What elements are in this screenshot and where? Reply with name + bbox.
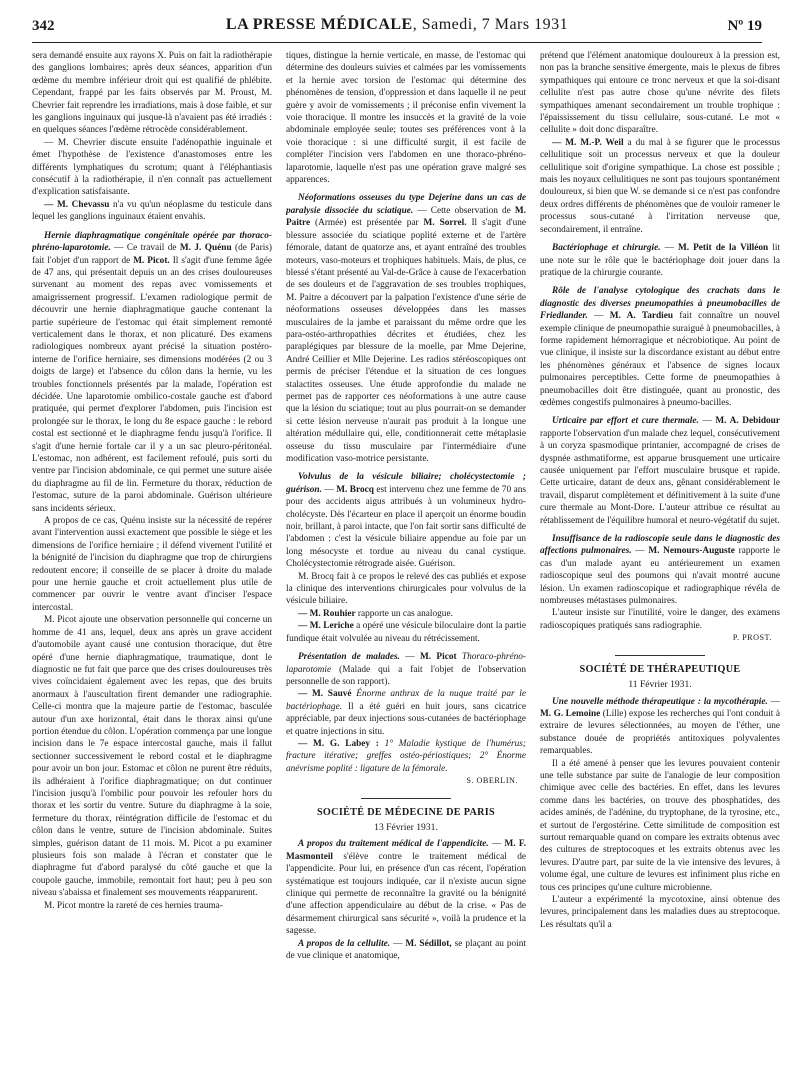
paragraph: — M. G. Labey : 1° Maladie kystique de l'humérus; fracture itérative; greffes ostéo-périostiques; 2° Énorme anévrisme poplité : ligature de la fémorale. <box>286 738 526 774</box>
signature: P. PROST. <box>732 633 772 643</box>
page-number: 342 <box>32 18 55 34</box>
journal-name: LA PRESSE MÉDICALE <box>225 16 413 33</box>
speaker-name: — M. Chevassu <box>44 199 110 210</box>
session-date: 13 Février 1931. <box>374 821 438 833</box>
issue-date: , Samedi, 7 Mars 1931 <box>412 16 569 33</box>
author-name: M. G. Lemoine <box>540 708 601 719</box>
speaker-name: — M. M.-P. Weil <box>552 137 624 148</box>
paragraph: L'auteur insiste sur l'inutilité, voire le danger, des examens radioscopiques pratiqués sans radiographie. <box>540 608 780 631</box>
header-rule <box>32 42 762 43</box>
article-urticaire: Urticaire par effort et cure thermale. — M. A. Debidour rapporte l'observation d'un malade chez lequel, consécutivement à un coryza spasmodique printanier, accompagné de crises de dyspnée asthmatiforme, est apparue brusquement une urticaire causée uniquement par l'effort musculaire brusque et rapide. Cette urticaire, datant de deux ans, gênant considérablement le travail, disparut complètement et définitivement à la suite d'une cure thermale au Mont-Dore. L'auteur attribue ce résultat au rétablissement de l'équilibre humoral et neuro-végétatif du sujet. <box>540 416 780 526</box>
author-name: M. J. Quénu <box>179 243 232 254</box>
session-date: 11 Février 1931. <box>628 679 692 691</box>
author-name: M. F. Masmonteil <box>286 839 526 862</box>
article-hernie-diaphragmatique: Hernie diaphragmatique congénitale opérée par thoraco-phréno-laparotomie. — Ce travail de M. J. Quénu (de Paris) fait l'objet d'un rapport de M. Picot. Il s'agit d'une femme âgée de 47 ans, qui présentait depuis un an des crises douloureuses survenant au moment des repas avec vomissements et amaigrissement progressif. L'examen radiologique permit de découvrir une hernie diaphragmatique gauche contenant la partie supérieure de l'estomac qui était simplement remonté verticalement dans le thorax, et non plicaturé. Des examens radiologiques nombreux ayant précisé la situation postéro-interne de l'orifice herniaire, ses dimensions modérées (2 ou 3 doigts de large) et l'absence du côlon dans la hernie, vu les troubles fonctionnels présentés par la malade, l'opération est décidée. Une laparotomie ombilico-costale gauche est d'abord pratiquée, qui permet d'explorer l'abdomen, puis l'incision est prolongée sur le thorax, le long du 8e espace gauche : le rebord costal est sectionné et le diaphragme fendu jusqu'à l'orifice. Il s'agit d'une hernie fortale car il y a un sac pleuro-péritonéal. L'estomac, non adhérent, est facilement refoulé, puis sorti du ventre par l'incision abdominale, ce qui permet une suture aisée du diaphragme au fil de lin. Fermeture du thorax, réduction de l'estomac, suture de la paroi abdominale. Guérison ultérieure sans incidents sérieux. <box>32 230 272 514</box>
paragraph: tiques, distingue la hernie verticale, en masse, de l'estomac qui détermine des douleurs suivies et calmées par les vomissements et la hernie avec torsion de l'estomac qui détermine des phénomènes de tension, d'oppression et dans laquelle il ne peut guère y avoir de vomissements ; il préconise enfin vivement la voie thoracique. Il montre les insuccès et la gravité de la voie abdominale employée seule; toutes ses préférences vont à la voie thoracique : si une difficulté surgit, il est facile de compléter l'incision vers l'abdomen en une thoraco-phréno-laparotomie, laquelle n'est pas une opération grave malgré ses apparences. <box>286 51 526 186</box>
article-title: Volvulus de la vésicule biliaire; cholécystectomie ; guérison. <box>286 472 526 495</box>
article-radioscopie: Insuffisance de la radioscopie seule dans le diagnostic des affections pulmonaires. — M. Nemours-Auguste rapporte le cas d'un malade ayant eu antérieurement un examen radioscopique seul des poumons qui n'avait montré aucune lésion. Un examen radioscopique et radiographique révéla de nombreuses métastases pulmonaires. <box>540 534 780 607</box>
article-title: Insuffisance de la radioscopie seule dans le diagnostic des affections pulmonaires. <box>540 534 780 557</box>
reporter-name: M. Sorrel. <box>423 218 467 229</box>
article-appendicite: A propos du traitement médical de l'appendicite. — M. F. Masmonteil s'élève contre le traitement médical de l'appendicite. Pour lui, en présence d'un cas récent, l'opération systématique est toujours indiquée, car il n'existe aucun signe clinique qui permette de reconnaître la gravité ou la bénignité d'une affection appendiculaire au début de la crise. « Pas de désarmement chirurgical sans sécurité », voilà la prudence et la sagesse. <box>286 839 526 937</box>
article-title: Bactériophage et chirurgie. <box>552 243 661 254</box>
article-title: Une nouvelle méthode thérapeutique : la mycothérapie. <box>552 696 768 707</box>
author-name: M. A. Debidour <box>715 416 780 427</box>
article-title: Néoformations osseuses du type Dejerine dans un cas de paralysie dissociée du sciatique. <box>286 193 526 216</box>
paragraph: — M. M.-P. Weil a du mal à se figurer que le processus cellulitique soit un processus nerveux et que la douleur cellulitique soit d'origine sympathique. La chose est possible ; mais les noyaux cellulitiques ne sont pas toujours spontanément douloureux, si bien que W. se demande si ce n'est pas confondre deux ordres différents de phénomènes que de vouloir ramener le processus sous-cutané à l'irritation nerveuse que, secondairement, il entraîne. <box>540 137 780 235</box>
speaker-name: — M. Sauvé <box>298 689 352 700</box>
article-neoformations-osseuses: Néoformations osseuses du type Dejerine dans un cas de paralysie dissociée du sciatique. — Cette observation de M. Paitre (Armée) est présentée par M. Sorrel. Il s'agit d'une blessure associée du sciatique poplité externe et de l'artère fémorale, datant de quatorze ans, et ayant entraîné des troubles moteurs, vaso-moteurs et trophiques habituels. Mais, de plus, ce blessé s'étant présenté au Val-de-Grâce à cause de l'exacerbation de ses douleurs et de l'aggravation de ses troubles trophiques, M. Paitre a découvert par la palpation l'existence d'une série de néoformations osseuses développées dans les masses musculaires de la jambe et paraissant du même ordre que les para-ostéo-arthropathies décrites et étudiées, chez les paraplégiques par blessure de la moelle, par Mme Dejerine, André Ceillier et Mlle Dejerine. Les radios stéréoscopiques ont permis de préciser l'étendue et la situation de ces longues stalactites osseuses. Une étude approfondie du malade ne permet pas de rapporter ces néoformations à une autre cause que la lésion du sciatique; tout au plus pourrait-on se demander si cette lésion nerveuse n'aurait pas produit à la longue une altération médullaire qui, elle, conditionnerait cette métaplasie osseuse du tissu musculaire par l'intermédiaire d'une modification vaso-motrice persistante. <box>286 193 526 464</box>
speaker-name: — M. Leriche <box>298 621 354 632</box>
paragraph: prétend que l'élément anatomique douloureux à la pression est, non pas la branche sensitive émergente, mais le plexus de fibres sympathiques qui entoure ce tronc nerveux et que la soi-disant cellulite n'est pas autre chose qu'une névrite des filets sympathiques amenant secondairement un trouble trophique : l'épaississement du tissu cellulaire, sous-cutané. Le mot « cellulite » doit donc disparaître. <box>540 51 780 136</box>
issue-number: Nº 19 <box>727 18 762 34</box>
article-title: Présentation de malades. <box>298 652 400 663</box>
article-title: Urticaire par effort et cure thermale. <box>552 416 699 427</box>
paragraph: — M. Chevrier discute ensuite l'adénopathie inguinale et émet l'hypothèse de l'existence d'anastomoses entre les différents lymphatiques du scrotum; quant à l'éléphantiasis consécutif à la radiothérapie, il n'en connaît pas actuellement d'explication satisfaisante. <box>32 137 272 198</box>
article-title: Hernie diaphragmatique congénitale opérée par thoraco-phréno-laparotomie. <box>32 230 272 254</box>
author-name: M. Brocq <box>336 484 374 495</box>
column-1 <box>32 50 272 912</box>
author-name: M. A. Tardieu <box>609 311 674 322</box>
section-divider <box>615 655 705 656</box>
author-name: M. Sédillot, <box>405 938 452 949</box>
page-header <box>32 14 762 38</box>
society-heading: SOCIÉTÉ DE MÉDECINE DE PARIS <box>316 806 496 818</box>
paragraph: Il a été amené à penser que les levures pouvaient contenir une telle substance par suite de l'analogie de leur composition chimique avec celle des bactéries. En effet, dans les levures comme dans les bactéries, on trouve des phosphatides, des acides aminés, de l'adénine, du tryptophane, de la tyrosine, etc., et surtout de l'ergostérine. Cette similitude de composition est surtout remarquable quand on compare les extraits obtenus avec des cultures de streptocoques et les extraits obtenus avec les levures. D'autre part, par suite de la vie intensive des levures, à volume égal, une culture de levures est infiniment plus riche en tous ces principes qu'une culture microbienne. <box>540 758 780 893</box>
paragraph: — M. Rouhier rapporte un cas analogue. <box>298 608 453 619</box>
paragraph: L'auteur a expérimenté la mycotoxine, ainsi obtenue des levures, principalement dans les maladies dues au streptocoque. Les résultats qu'il a <box>540 895 780 930</box>
paragraph: — M. Sauvé Énorme anthrax de la nuque traité par le bactériophage. Il a été guéri en huit jours, sans cicatrice appréciable, par deux injections sous-cutanées de bactériophage et quatre injections in situ. <box>286 689 526 737</box>
author-name: M. Paitre <box>286 205 526 229</box>
article-analyse-cytologique: Rôle de l'analyse cytologique des crachats dans le diagnostic des diverses pneumopathies à pneumobacilles de Friedlander. — M. A. Tardieu fait connaître un nouvel exemple clinique de pneumopathie suraiguë à pneumobacilles, à forme rapidement hémorragique et nécrobiotique. Au point de vue clinique, il insiste sur la discordance existant au début entre les phénomènes généraux et l'absence de signes locaux pulmonaires perceptibles. Cette forme de pneumopathies à pneumobacilles doit être distinguée, quant au pronostic, des œdèmes congestifs pulmonaires à pneumo-bacilles. <box>540 286 780 408</box>
article-bacteriophage: Bactériophage et chirurgie. — M. Petit de la Villéon lit une note sur le rôle que le bactériophage doit jouer dans la pratique de la chirurgie courante. <box>540 243 780 278</box>
article-title: A propos du traitement médical de l'appendicite. <box>298 839 489 850</box>
column-3 <box>540 50 780 931</box>
society-heading: SOCIÉTÉ DE THÉRAPEUTIQUE <box>579 663 741 675</box>
article-title: A propos de la cellulite. <box>298 938 391 949</box>
article-cellulite: A propos de la cellulite. — M. Sédillot, se plaçant au point de vue clinique et anatomique, <box>286 938 526 962</box>
section-divider <box>361 798 451 799</box>
article-volvulus-vesicule: Volvulus de la vésicule biliaire; cholécystectomie ; guérison. — M. Brocq est intervenu chez une femme de 70 ans pour des accidents aigus attribués à un volumineux hydro-cholécyste. Dès l'écarteur en place il aperçoit un énorme boudin noir, brillant, à paroi intacte, que l'on fait sortir sans difficulté de l'abdomen : c'est la vésicule biliaire appendue au foie par un long mésocyste et tordue au niveau du canal cystique. Cholécystectomie rétrograde aisée. Guérison. <box>286 472 526 570</box>
running-title <box>32 16 762 34</box>
author-name: M. Picot <box>419 652 457 663</box>
article-mycotherapie: Une nouvelle méthode thérapeutique : la mycothérapie. — M. G. Lemoine (Lille) expose les recherches qui l'ont conduit à extraire de levures sélectionnées, au moyen de l'éther, une substance douée de propriétés antitoxiques polyvalentes remarquables. <box>540 696 780 757</box>
column-2 <box>286 50 526 962</box>
paragraph: M. Picot montre la rareté de ces hernies trauma- <box>44 900 223 911</box>
author-name: M. Nemours-Auguste <box>648 546 735 557</box>
signature: S. OBERLIN. <box>466 776 518 786</box>
speaker-name: — M. Rouhier <box>298 608 356 619</box>
paragraph: — M. Chevassu n'a vu qu'un néoplasme du testicule dans lequel les ganglions inguinaux étaient envahis. <box>32 199 272 223</box>
article-title: Rôle de l'analyse cytologique des crachats dans le diagnostic des diverses pneumopathies à pneumobacilles de Friedlander. <box>540 286 780 322</box>
paragraph: A propos de ce cas, Quénu insiste sur la nécessité de repérer avant l'intervention aussi exactement que possible le siège et les dimensions de l'orifice herniaire ; il défend vivement l'utilité et la bénignité de l'incision du diaphragme que trop de chirurgiens redoutent encore; il conseille de se placer à droite du malade pour une hernie gauche et croit actuellement plus utile de commencer par ouvrir le ventre avant d'inciser l'espace intercostal. <box>32 516 272 613</box>
paragraph: M. Brocq fait à ce propos le relevé des cas publiés et expose la clinique des interventions chirurgicales pour volvulus de la vésicule biliaire. <box>286 571 526 607</box>
paragraph: sera demandé ensuite aux rayons X. Puis on fait la radiothérapie des ganglions lombaires; après deux séances, apparition d'un œdème du membre inférieur droit qui est qualifié de phlébite. Cependant, frappé par les faits observés par M. Proust, M. Chevrier fait reprendre les irradiations, mais à dose faible, et sur les ganglions inguinaux qui jusque-là n'avaient pas été irradiés : en quelques séances l'œdème rétrocède considérablement. <box>32 51 272 136</box>
reporter-name: M. Picot. <box>133 255 170 266</box>
article-presentation-malades: Présentation de malades. — M. Picot Thoraco-phréno-laparotomie (Malade qui a fait l'objet de l'observation personnelle de son rapport). <box>286 652 526 687</box>
speaker-name: — M. G. Labey : <box>298 738 379 749</box>
author-name: M. Petit de la Villéon <box>677 243 769 254</box>
paragraph: M. Picot ajoute une observation personnelle qui concerne un homme de 41 ans, lequel, deux ans après un grave accident d'automobile ayant causé une contusion thoracique, dut être opéré d'une hernie diaphragmatique, traumatique, dont le diagnostic ne fut fait que parce que des crises douloureuses très vives coïncidaient également avec les repas, que des bruits anormaux à l'auscultation firent demander une radiographie. Celle-ci montra que la majeure partie de l'estomac, basculée autour d'un axe horizontal, était dans le thorax ainsi qu'une portion étendue du côlon. L'opération commença par une longue incision dans le 7e espace intercostal gauche, mais il fallut sectionner successivement le rebord costal et le diaphragme pour avoir un bon jour. Estomac et côlon ne purent être réduits, ils adhéraient à l'orifice diaphragmatique; on dut continuer l'incision jusqu'à l'ombilic pour pouvoir les refouler hors du thorax et les sortir du ventre. Suture du diaphragme à la soie, fermeture du thorax, réintégration difficile de l'estomac et du côlon dans le ventre, suture de l'incision abdominale. Suites simples, guérison datant de 11 mois. M. Picot a pu examiner plusieurs fois son malade à l'écran et constater que le diaphragme fut d'abord paralysé du côté gauche et que la coupole gauche, immobile, remontait fort haut; peu à peu son niveau s'abaissa et finalement ses mouvements réapparurent. <box>32 615 272 899</box>
paragraph: — M. Leriche a opéré une vésicule biloculaire dont la partie fundique était volvulée au niveau du rétrécissement. <box>286 621 526 644</box>
